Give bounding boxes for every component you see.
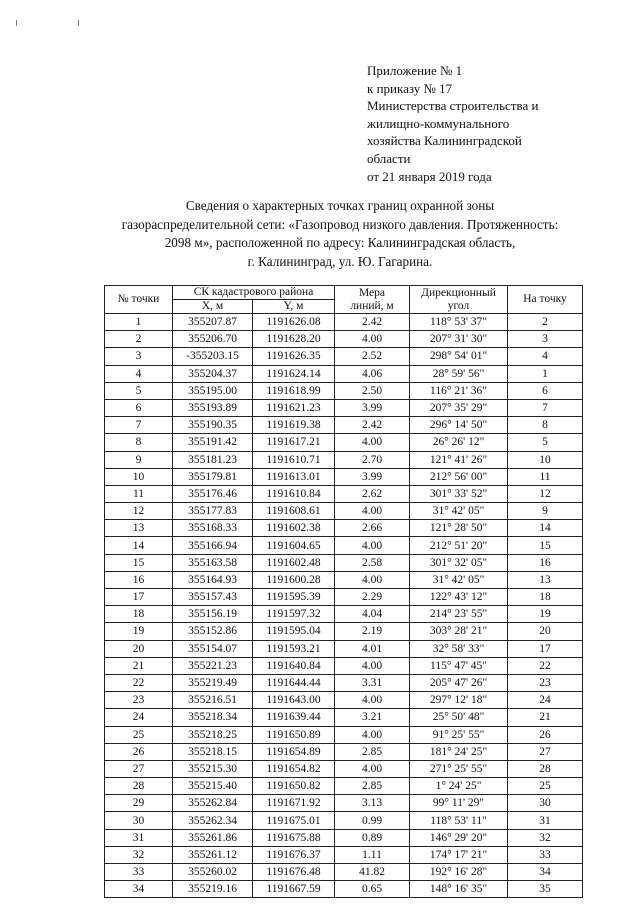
cell-bearing: 146° 29' 20" <box>410 829 508 846</box>
cell-x: 355221.23 <box>173 657 253 674</box>
cell-line-measure: 2.42 <box>335 417 410 434</box>
cell-x: 355179.81 <box>173 468 253 485</box>
cell-x: 355164.93 <box>173 571 253 588</box>
cell-bearing: 298° 54' 01" <box>410 348 508 365</box>
cell-y: 1191626.35 <box>253 348 335 365</box>
cell-point-no: 3 <box>105 348 173 365</box>
cell-to-point: 20 <box>508 623 583 640</box>
cell-y: 1191628.20 <box>253 331 335 348</box>
cell-bearing: 271° 25' 55" <box>410 760 508 777</box>
cell-x: 355193.89 <box>173 399 253 416</box>
cell-x: 355215.30 <box>173 760 253 777</box>
cell-bearing: 181° 24' 25" <box>410 743 508 760</box>
cell-y: 1191610.84 <box>253 485 335 502</box>
cell-to-point: 27 <box>508 743 583 760</box>
cell-point-no: 5 <box>105 382 173 399</box>
cell-to-point: 11 <box>508 468 583 485</box>
annex-line: от 21 января 2019 года <box>367 168 492 184</box>
cell-x: 355190.35 <box>173 417 253 434</box>
cell-x: 355157.43 <box>173 589 253 606</box>
cell-to-point: 23 <box>508 674 583 691</box>
cell-to-point: 12 <box>508 485 583 502</box>
cell-to-point: 35 <box>508 881 583 898</box>
table-row <box>105 537 583 554</box>
cell-bearing: 116° 21' 36" <box>410 382 508 399</box>
cell-point-no: 20 <box>105 640 173 657</box>
table-row <box>105 365 583 382</box>
heading-line: Сведения о характерных точках границ охранной зоны <box>185 198 495 213</box>
cell-y: 1191650.89 <box>253 726 335 743</box>
cell-line-measure: 1.11 <box>335 846 410 863</box>
cell-bearing: 31° 42' 05" <box>410 571 508 588</box>
cell-point-no: 22 <box>105 674 173 691</box>
cell-bearing: 32° 58' 33" <box>410 640 508 657</box>
cell-point-no: 30 <box>105 812 173 829</box>
cell-line-measure: 4.00 <box>335 692 410 709</box>
cell-bearing: 192° 16' 28" <box>410 864 508 881</box>
cell-to-point: 9 <box>508 503 583 520</box>
annex-line: к приказу № 17 <box>367 80 453 96</box>
table-row <box>105 846 583 863</box>
cell-x: 355219.49 <box>173 674 253 691</box>
table-row <box>105 399 583 416</box>
cell-y: 1191654.89 <box>253 743 335 760</box>
cell-x: -355203.15 <box>173 348 253 365</box>
cell-x: 355206.70 <box>173 331 253 348</box>
cell-bearing: 174° 17' 21" <box>410 846 508 863</box>
table-row <box>105 468 583 485</box>
cell-y: 1191676.48 <box>253 864 335 881</box>
cell-y: 1191595.04 <box>253 623 335 640</box>
cell-to-point: 10 <box>508 451 583 468</box>
cell-y: 1191675.88 <box>253 829 335 846</box>
table-row <box>105 382 583 399</box>
cell-point-no: 8 <box>105 434 173 451</box>
scan-mark <box>16 20 17 26</box>
cell-to-point: 21 <box>508 709 583 726</box>
cell-to-point: 32 <box>508 829 583 846</box>
cell-point-no: 9 <box>105 451 173 468</box>
cell-line-measure: 2.66 <box>335 520 410 537</box>
table-row <box>105 554 583 571</box>
table-row <box>105 589 583 606</box>
cell-line-measure: 2.70 <box>335 451 410 468</box>
cell-bearing: 301° 32' 05" <box>410 554 508 571</box>
cell-y: 1191676.37 <box>253 846 335 863</box>
table-row <box>105 606 583 623</box>
cell-x: 355195.00 <box>173 382 253 399</box>
header-y: Y, м <box>253 300 335 314</box>
cell-y: 1191644.44 <box>253 674 335 691</box>
cell-bearing: 148° 16' 35" <box>410 881 508 898</box>
table-row <box>105 692 583 709</box>
cell-y: 1191597.32 <box>253 606 335 623</box>
cell-to-point: 3 <box>508 331 583 348</box>
cell-to-point: 15 <box>508 537 583 554</box>
cell-bearing: 31° 42' 05" <box>410 503 508 520</box>
annex-line: Министерства строительства и <box>367 98 539 114</box>
cell-y: 1191624.14 <box>253 365 335 382</box>
cell-line-measure: 2.62 <box>335 485 410 502</box>
cell-to-point: 5 <box>508 434 583 451</box>
cell-bearing: 121° 41' 26" <box>410 451 508 468</box>
header-line-measure <box>335 286 410 314</box>
table-row <box>105 503 583 520</box>
cell-to-point: 7 <box>508 399 583 416</box>
cell-x: 355154.07 <box>173 640 253 657</box>
table-row <box>105 451 583 468</box>
cell-y: 1191613.01 <box>253 468 335 485</box>
cell-x: 355152.86 <box>173 623 253 640</box>
cell-bearing: 25° 50' 48" <box>410 709 508 726</box>
cell-point-no: 19 <box>105 623 173 640</box>
cell-x: 355191.42 <box>173 434 253 451</box>
cell-bearing: 214° 23' 55" <box>410 606 508 623</box>
cell-point-no: 18 <box>105 606 173 623</box>
table-row <box>105 640 583 657</box>
cell-bearing: 205° 47' 26" <box>410 674 508 691</box>
document-heading <box>80 197 600 271</box>
cell-line-measure: 4.00 <box>335 434 410 451</box>
cell-point-no: 21 <box>105 657 173 674</box>
cell-to-point: 14 <box>508 520 583 537</box>
table-row <box>105 743 583 760</box>
cell-line-measure: 4.00 <box>335 331 410 348</box>
heading-line: г. Калининград, ул. Ю. Гагарина. <box>247 253 433 269</box>
header-point-no: № точки <box>105 286 173 314</box>
cell-line-measure: 0.65 <box>335 881 410 898</box>
cell-point-no: 27 <box>105 760 173 777</box>
cell-to-point: 17 <box>508 640 583 657</box>
cell-point-no: 6 <box>105 399 173 416</box>
table-row <box>105 520 583 537</box>
cell-to-point: 28 <box>508 760 583 777</box>
cell-bearing: 115° 47' 45" <box>410 657 508 674</box>
cell-line-measure: 3.21 <box>335 709 410 726</box>
cell-x: 355163.58 <box>173 554 253 571</box>
cell-y: 1191643.00 <box>253 692 335 709</box>
cell-bearing: 26° 26' 12" <box>410 434 508 451</box>
cell-x: 355216.51 <box>173 692 253 709</box>
cell-x: 355176.46 <box>173 485 253 502</box>
table-row <box>105 726 583 743</box>
cell-y: 1191654.82 <box>253 760 335 777</box>
cell-line-measure: 4.00 <box>335 726 410 743</box>
cell-line-measure: 41.82 <box>335 864 410 881</box>
cell-x: 355204.37 <box>173 365 253 382</box>
cell-bearing: 303° 28' 21" <box>410 623 508 640</box>
cell-to-point: 22 <box>508 657 583 674</box>
cell-point-no: 2 <box>105 331 173 348</box>
annex-line: жилищно-коммунального <box>367 115 510 131</box>
cell-point-no: 23 <box>105 692 173 709</box>
cell-bearing: 91° 25' 55" <box>410 726 508 743</box>
points-table-body <box>105 314 583 898</box>
cell-x: 355260.02 <box>173 864 253 881</box>
table-row <box>105 623 583 640</box>
cell-y: 1191639.44 <box>253 709 335 726</box>
cell-x: 355219.16 <box>173 881 253 898</box>
table-row <box>105 778 583 795</box>
table-row <box>105 760 583 777</box>
table-row <box>105 434 583 451</box>
cell-bearing: 99° 11' 29" <box>410 795 508 812</box>
cell-y: 1191617.21 <box>253 434 335 451</box>
cell-bearing: 212° 56' 00" <box>410 468 508 485</box>
cell-line-measure: 4.00 <box>335 571 410 588</box>
cell-x: 355168.33 <box>173 520 253 537</box>
cell-point-no: 16 <box>105 571 173 588</box>
cell-line-measure: 3.99 <box>335 468 410 485</box>
cell-line-measure: 4.00 <box>335 760 410 777</box>
cell-point-no: 12 <box>105 503 173 520</box>
annex-line: области <box>367 150 411 166</box>
header-bearing-1: Дирекционный <box>421 286 496 299</box>
cell-line-measure: 2.29 <box>335 589 410 606</box>
cell-to-point: 8 <box>508 417 583 434</box>
cell-y: 1191602.38 <box>253 520 335 537</box>
cell-to-point: 30 <box>508 795 583 812</box>
cell-line-measure: 4.00 <box>335 537 410 554</box>
table-row <box>105 881 583 898</box>
cell-point-no: 14 <box>105 537 173 554</box>
annex-line: хозяйства Калининградской <box>367 133 522 149</box>
cell-to-point: 34 <box>508 864 583 881</box>
cell-line-measure: 4.00 <box>335 657 410 674</box>
cell-to-point: 16 <box>508 554 583 571</box>
cell-to-point: 2 <box>508 314 583 331</box>
cell-line-measure: 2.19 <box>335 623 410 640</box>
cell-bearing: 296° 14' 50" <box>410 417 508 434</box>
cell-y: 1191675.01 <box>253 812 335 829</box>
cell-y: 1191650.82 <box>253 778 335 795</box>
cell-bearing: 122° 43' 12" <box>410 589 508 606</box>
header-coordinate-system: СК кадастрового района <box>173 286 335 300</box>
cell-y: 1191593.21 <box>253 640 335 657</box>
table-row <box>105 348 583 365</box>
table-row <box>105 417 583 434</box>
heading-line: 2098 м», расположенной по адресу: Калининградская область, <box>164 235 516 250</box>
cell-bearing: 121° 28' 50" <box>410 520 508 537</box>
table-row <box>105 709 583 726</box>
cell-to-point: 18 <box>508 589 583 606</box>
cell-point-no: 4 <box>105 365 173 382</box>
cell-y: 1191667.59 <box>253 881 335 898</box>
cell-x: 355261.86 <box>173 829 253 846</box>
cell-y: 1191595.39 <box>253 589 335 606</box>
cell-bearing: 118° 53' 11" <box>410 812 508 829</box>
cell-point-no: 31 <box>105 829 173 846</box>
cell-line-measure: 4.01 <box>335 640 410 657</box>
cell-point-no: 24 <box>105 709 173 726</box>
cell-point-no: 32 <box>105 846 173 863</box>
cell-to-point: 26 <box>508 726 583 743</box>
cell-line-measure: 2.50 <box>335 382 410 399</box>
cell-to-point: 24 <box>508 692 583 709</box>
cell-y: 1191626.08 <box>253 314 335 331</box>
cell-line-measure: 0.89 <box>335 829 410 846</box>
cell-x: 355166.94 <box>173 537 253 554</box>
cell-line-measure: 4.04 <box>335 606 410 623</box>
table-row <box>105 331 583 348</box>
cell-x: 355215.40 <box>173 778 253 795</box>
table-row <box>105 812 583 829</box>
cell-line-measure: 2.58 <box>335 554 410 571</box>
cell-x: 355262.84 <box>173 795 253 812</box>
header-line-measure-2: линий, м <box>350 299 394 312</box>
cell-line-measure: 3.31 <box>335 674 410 691</box>
cell-bearing: 297° 12' 18" <box>410 692 508 709</box>
cell-point-no: 26 <box>105 743 173 760</box>
cell-point-no: 13 <box>105 520 173 537</box>
cell-line-measure: 2.52 <box>335 348 410 365</box>
cell-line-measure: 2.85 <box>335 743 410 760</box>
cell-y: 1191610.71 <box>253 451 335 468</box>
table-row <box>105 571 583 588</box>
header-bearing <box>410 286 508 314</box>
cell-x: 355177.83 <box>173 503 253 520</box>
cell-point-no: 7 <box>105 417 173 434</box>
table-row <box>105 485 583 502</box>
cell-y: 1191671.92 <box>253 795 335 812</box>
table-row <box>105 657 583 674</box>
cell-point-no: 33 <box>105 864 173 881</box>
cell-x: 355156.19 <box>173 606 253 623</box>
cell-line-measure: 3.99 <box>335 399 410 416</box>
cell-to-point: 13 <box>508 571 583 588</box>
cell-bearing: 118° 53' 37" <box>410 314 508 331</box>
table-row <box>105 795 583 812</box>
cell-line-measure: 4.00 <box>335 503 410 520</box>
cell-to-point: 4 <box>508 348 583 365</box>
header-bearing-2: угол <box>447 299 470 312</box>
cell-y: 1191640.84 <box>253 657 335 674</box>
cell-line-measure: 4.06 <box>335 365 410 382</box>
cell-bearing: 28° 59' 56" <box>410 365 508 382</box>
header-to-point: На точку <box>508 286 583 314</box>
header-x: X, м <box>173 300 253 314</box>
cell-to-point: 25 <box>508 778 583 795</box>
cell-point-no: 28 <box>105 778 173 795</box>
cell-point-no: 15 <box>105 554 173 571</box>
cell-point-no: 17 <box>105 589 173 606</box>
cell-point-no: 29 <box>105 795 173 812</box>
cell-point-no: 1 <box>105 314 173 331</box>
cell-y: 1191621.23 <box>253 399 335 416</box>
cell-x: 355218.25 <box>173 726 253 743</box>
points-table <box>104 285 583 898</box>
cell-x: 355218.34 <box>173 709 253 726</box>
heading-line: газораспределительной сети: «Газопровод низкого давления. Протяженность: <box>121 216 559 232</box>
table-row <box>105 314 583 331</box>
header-line-measure-1: Мера <box>358 286 386 299</box>
annex-line: Приложение № 1 <box>367 63 463 78</box>
annex-block <box>367 62 607 185</box>
table-row <box>105 829 583 846</box>
cell-y: 1191619.38 <box>253 417 335 434</box>
cell-x: 355261.12 <box>173 846 253 863</box>
cell-point-no: 10 <box>105 468 173 485</box>
cell-bearing: 212° 51' 20" <box>410 537 508 554</box>
cell-x: 355181.23 <box>173 451 253 468</box>
cell-x: 355207.87 <box>173 314 253 331</box>
cell-line-measure: 2.42 <box>335 314 410 331</box>
cell-to-point: 19 <box>508 606 583 623</box>
cell-bearing: 1° 24' 25" <box>410 778 508 795</box>
scan-mark <box>78 20 79 26</box>
table-row <box>105 674 583 691</box>
cell-y: 1191618.99 <box>253 382 335 399</box>
cell-to-point: 6 <box>508 382 583 399</box>
cell-point-no: 25 <box>105 726 173 743</box>
cell-to-point: 33 <box>508 846 583 863</box>
table-row <box>105 864 583 881</box>
cell-line-measure: 0.99 <box>335 812 410 829</box>
cell-bearing: 301° 33' 52" <box>410 485 508 502</box>
cell-to-point: 1 <box>508 365 583 382</box>
cell-point-no: 34 <box>105 881 173 898</box>
cell-x: 355218.15 <box>173 743 253 760</box>
cell-point-no: 11 <box>105 485 173 502</box>
cell-bearing: 207° 35' 29" <box>410 399 508 416</box>
cell-line-measure: 3.13 <box>335 795 410 812</box>
cell-y: 1191608.61 <box>253 503 335 520</box>
cell-x: 355262.34 <box>173 812 253 829</box>
cell-line-measure: 2.85 <box>335 778 410 795</box>
cell-y: 1191604.65 <box>253 537 335 554</box>
cell-to-point: 31 <box>508 812 583 829</box>
cell-y: 1191602.48 <box>253 554 335 571</box>
cell-y: 1191600.28 <box>253 571 335 588</box>
cell-bearing: 207° 31' 30" <box>410 331 508 348</box>
